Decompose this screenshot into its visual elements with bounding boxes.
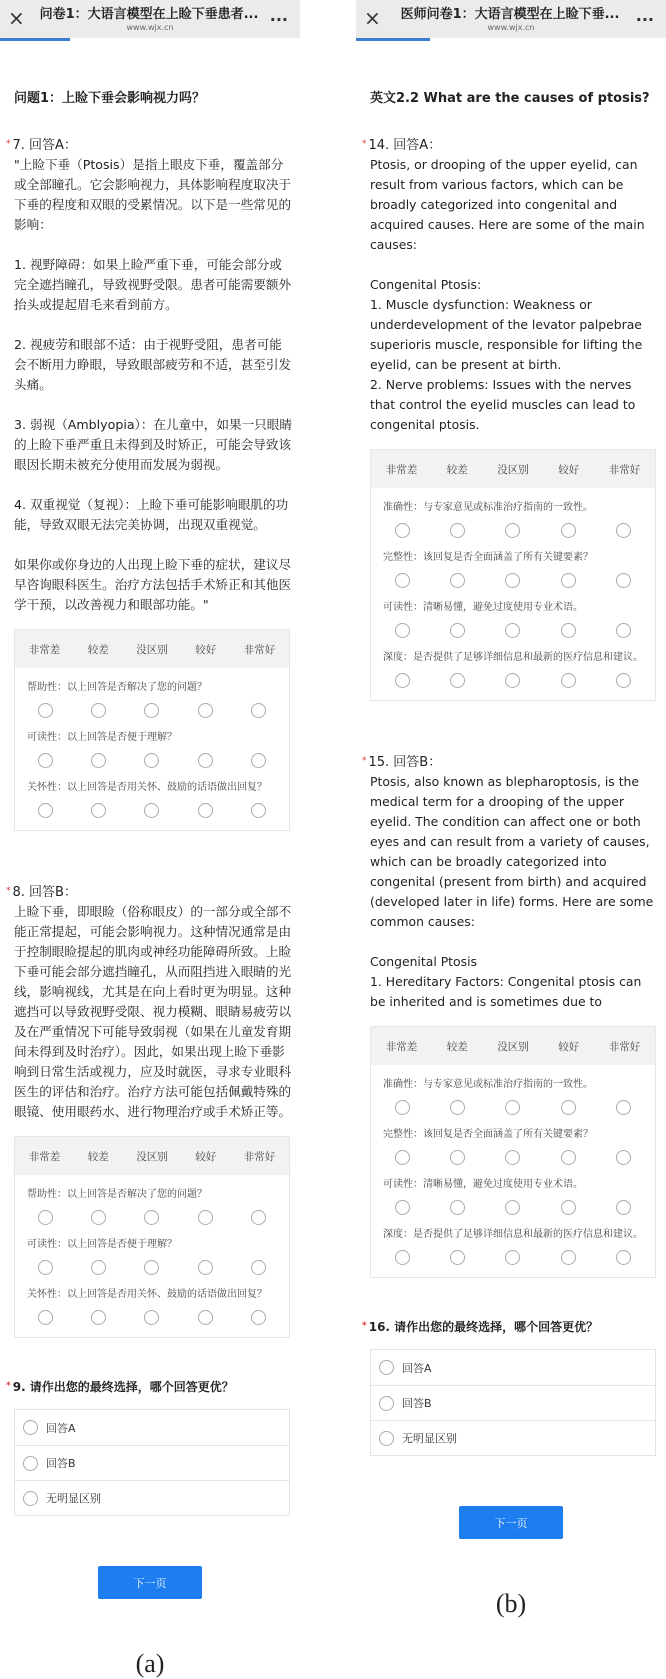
rating-radio[interactable] — [251, 1210, 266, 1225]
rating-matrix-b — [370, 1026, 656, 1278]
rating-radio[interactable] — [616, 623, 631, 638]
next-page-button[interactable]: 下一页 — [459, 1506, 563, 1539]
rating-scale-header — [15, 1137, 289, 1175]
scale-label: 没区别 — [497, 1040, 529, 1053]
browser-header — [356, 0, 666, 38]
scale-label: 非常好 — [243, 1150, 276, 1163]
figure-caption-b: (b) — [495, 1589, 527, 1618]
page-url: www.wjx.cn — [126, 23, 174, 32]
rating-radio[interactable] — [561, 1150, 576, 1165]
question-label-text: 9. 请作出您的最终选择，哪个回答更优？ — [12, 1380, 234, 1394]
scale-label: 较好 — [195, 643, 217, 656]
page-url: www.wjx.cn — [487, 23, 535, 32]
choice-label: 回答A — [402, 1361, 432, 1375]
scale-label: 较好 — [558, 1040, 580, 1053]
rating-radio[interactable] — [38, 803, 53, 818]
scale-label: 较好 — [558, 463, 580, 476]
rating-radio[interactable] — [505, 1250, 520, 1265]
choice-label: 无明显区别 — [46, 1492, 101, 1505]
rating-radio[interactable] — [38, 753, 53, 768]
criterion-label: 可读性：清晰易懂，避免过度使用专业术语。 — [383, 1179, 583, 1190]
choice-option[interactable] — [15, 1445, 289, 1480]
rating-radio[interactable] — [395, 1150, 410, 1165]
question-label-text: 16. 请作出您的最终选择，哪个回答更优？ — [368, 1320, 599, 1334]
question-8-label: * 8. 回答B： — [6, 885, 77, 900]
rating-radio[interactable] — [616, 1100, 631, 1115]
choice-option[interactable] — [371, 1385, 655, 1420]
survey-panel-b — [356, 0, 666, 1559]
radio-button[interactable] — [23, 1491, 38, 1506]
rating-radio[interactable] — [395, 573, 410, 588]
rating-radio[interactable] — [144, 1260, 159, 1275]
rating-radio-row — [15, 753, 289, 768]
scale-label: 非常差 — [28, 1150, 61, 1163]
criterion-label: 可读性：以上回答是否便于理解？ — [27, 732, 177, 743]
rating-radio[interactable] — [91, 803, 106, 818]
progress-bar — [0, 38, 70, 41]
rating-radio[interactable] — [91, 1260, 106, 1275]
rating-radio[interactable] — [616, 1250, 631, 1265]
close-icon[interactable]: × — [8, 6, 25, 30]
rating-radio-row — [15, 1310, 289, 1325]
rating-radio[interactable] — [561, 523, 576, 538]
choice-label: 回答A — [46, 1421, 76, 1435]
rating-radio[interactable] — [505, 573, 520, 588]
question-label-text: 7. 回答A： — [12, 138, 77, 153]
rating-radio[interactable] — [505, 673, 520, 688]
survey-panel-a — [0, 0, 300, 1619]
rating-radio-row — [371, 1250, 655, 1265]
criterion-label: 帮助性：以上回答是否解决了您的问题？ — [27, 682, 207, 693]
rating-radio[interactable] — [450, 1100, 465, 1115]
rating-radio[interactable] — [144, 803, 159, 818]
rating-radio[interactable] — [144, 1210, 159, 1225]
rating-radio-row — [15, 703, 289, 718]
rating-radio[interactable] — [198, 703, 213, 718]
rating-radio-row — [371, 573, 655, 588]
rating-radio[interactable] — [91, 753, 106, 768]
rating-radio[interactable] — [616, 673, 631, 688]
answer-a-text: Ptosis, or drooping of the upper eyelid, can result from various factors, which can be broadly categorized into congenital and acquired causes. Here are some of the main causes: Congenital Ptosis: 1. Muscle dysfunction: Weakness or underdevelopment of the levator palpebrae superioris muscle, responsible for lifting the eyelid, can be present at birth. 2. Nerve problems: Issues with the nerves that control the eyelid muscles can lead to congenital ptosis. — [370, 157, 645, 432]
rating-radio[interactable] — [198, 753, 213, 768]
rating-radio[interactable] — [38, 1260, 53, 1275]
rating-radio[interactable] — [91, 1310, 106, 1325]
section-heading: 英文2.2 What are the causes of ptosis? — [370, 91, 650, 106]
rating-radio[interactable] — [450, 673, 465, 688]
criterion-label: 完整性：该回复是否全面涵盖了所有关键要素？ — [383, 552, 593, 563]
rating-scale-header — [15, 630, 289, 668]
scale-label: 较差 — [446, 1040, 468, 1053]
rating-scale-header — [371, 1027, 655, 1065]
rating-radio[interactable] — [616, 573, 631, 588]
more-icon[interactable]: ... — [635, 6, 654, 25]
question-label-text: 14. 回答A： — [368, 138, 442, 153]
rating-radio[interactable] — [616, 1150, 631, 1165]
rating-radio[interactable] — [561, 623, 576, 638]
rating-radio[interactable] — [450, 1250, 465, 1265]
rating-radio[interactable] — [38, 1310, 53, 1325]
page-title: 问卷1：大语言模型在上睑下垂患者... — [39, 7, 259, 22]
rating-radio[interactable] — [505, 1100, 520, 1115]
scale-label: 非常好 — [608, 1040, 641, 1053]
page-title: 医师问卷1：大语言模型在上睑下垂... — [400, 7, 620, 22]
browser-header — [0, 0, 300, 38]
criterion-label: 深度：是否提供了足够详细信息和最新的医疗信息和建议。 — [383, 1229, 643, 1240]
question-15-label: * 15. 回答B： — [362, 755, 442, 770]
rating-radio[interactable] — [505, 1200, 520, 1215]
criterion-label: 完整性：该回复是否全面涵盖了所有关键要素？ — [383, 1129, 593, 1140]
choice-option[interactable] — [15, 1480, 289, 1515]
radio-button[interactable] — [23, 1420, 38, 1435]
rating-radio[interactable] — [251, 1260, 266, 1275]
choice-option[interactable] — [371, 1420, 655, 1455]
section-heading: 问题1：上睑下垂会影响视力吗？ — [14, 91, 206, 106]
scale-label: 没区别 — [136, 643, 168, 656]
rating-radio-row — [371, 1200, 655, 1215]
answer-a-text: "上睑下垂（Ptosis）是指上眼皮下垂，覆盖部分或全部瞳孔。它会影响视力，具体影响程度取决于下垂的程度和双眼的受累情况。以下是一些常见的影响： 1. 视野障碍：如果上睑严重下垂，可能会部分或完全遮挡瞳孔，导致视野受限。患者可能需要额外抬头或提起眉毛来看到前方。 2. 视疲劳和眼部不适：由于视野受阻，患者可能会不断用力睁眼，导致眼部疲劳和不适，甚至引发头痛。 3. 弱视（Amblyopia）：在儿童中，如果一只眼睛的上睑下垂严重且未得到及时矫正，可能会导致该眼因长期未被充分使用而发展为弱视。 4. 双重视觉（复视）：上睑下垂可能影响眼肌的功能，导致双眼无法完美协调，出现双重视觉。 如果你或你身边的人出现上睑下垂的症状，建议尽早咨询眼科医生。治疗方法包括手术矫正和其他医学干预，以改善视力和眼部功能。" — [14, 157, 292, 612]
rating-radio[interactable] — [144, 1310, 159, 1325]
question-14-label: * 14. 回答A： — [362, 138, 442, 153]
radio-button[interactable] — [23, 1456, 38, 1471]
rating-radio-row — [371, 673, 655, 688]
rating-radio[interactable] — [198, 803, 213, 818]
rating-radio[interactable] — [450, 573, 465, 588]
rating-radio-row — [371, 1100, 655, 1115]
figure-caption-a: (a) — [135, 1649, 165, 1678]
rating-radio[interactable] — [450, 523, 465, 538]
final-choice-group — [14, 1409, 290, 1516]
criterion-label: 深度：是否提供了足够详细信息和最新的医疗信息和建议。 — [383, 652, 643, 663]
criterion-label: 准确性：与专家意见或标准治疗指南的一致性。 — [383, 1079, 593, 1090]
next-page-button[interactable]: 下一页 — [98, 1566, 202, 1599]
rating-radio-row — [371, 523, 655, 538]
rating-radio[interactable] — [505, 623, 520, 638]
scale-label: 非常差 — [385, 463, 418, 476]
rating-radio[interactable] — [561, 1100, 576, 1115]
radio-button[interactable] — [379, 1396, 394, 1411]
rating-radio[interactable] — [616, 1200, 631, 1215]
criterion-label: 帮助性：以上回答是否解决了您的问题？ — [27, 1189, 207, 1200]
scale-label: 非常差 — [28, 643, 61, 656]
criterion-label: 可读性：以上回答是否便于理解？ — [27, 1239, 177, 1250]
rating-radio[interactable] — [561, 1200, 576, 1215]
question-label-text: 8. 回答B： — [12, 885, 77, 900]
rating-radio[interactable] — [450, 623, 465, 638]
more-icon[interactable]: ... — [269, 6, 288, 25]
close-icon[interactable]: × — [364, 6, 381, 30]
rating-radio[interactable] — [561, 573, 576, 588]
rating-radio[interactable] — [91, 1210, 106, 1225]
choice-label: 无明显区别 — [402, 1432, 457, 1445]
progress-bar — [356, 38, 430, 41]
rating-radio[interactable] — [450, 1200, 465, 1215]
rating-radio-row — [371, 623, 655, 638]
rating-radio[interactable] — [450, 1150, 465, 1165]
rating-radio[interactable] — [561, 673, 576, 688]
choice-option[interactable] — [15, 1410, 289, 1445]
rating-radio[interactable] — [38, 1210, 53, 1225]
rating-radio[interactable] — [395, 1250, 410, 1265]
rating-radio[interactable] — [395, 1200, 410, 1215]
answer-b-text: 上睑下垂，即眼睑（俗称眼皮）的一部分或全部不能正常提起，可能会影响视力。这种情况通常是由于控制眼睑提起的肌肉或神经功能障碍所致。上睑下垂可能会部分遮挡瞳孔，从而阻挡进入眼睛的光线，影响视线，尤其是在向上看时更为明显。这种遮挡可以导致视野受限、视力模糊、眼睛易疲劳以及在严重情况下可能导致弱视（如果在儿童发育期间未得到及时治疗）。因此，如果出现上睑下垂影响到日常生活或视力，应及时就医，寻求专业眼科医生的评估和治疗。治疗方法可能包括佩戴特殊的眼镜、使用眼药水、进行物理治疗或手术矫正等。 — [14, 904, 292, 1119]
rating-radio[interactable] — [505, 523, 520, 538]
rating-radio[interactable] — [395, 623, 410, 638]
rating-radio[interactable] — [251, 753, 266, 768]
scale-label: 较差 — [87, 1150, 109, 1163]
rating-radio-row — [15, 1210, 289, 1225]
rating-radio-row — [15, 803, 289, 818]
scale-label: 没区别 — [136, 1150, 168, 1163]
criterion-label: 可读性：清晰易懂，避免过度使用专业术语。 — [383, 602, 583, 613]
choice-option[interactable] — [371, 1350, 655, 1385]
rating-radio[interactable] — [395, 1100, 410, 1115]
rating-radio[interactable] — [198, 1210, 213, 1225]
rating-matrix-a — [14, 629, 290, 831]
rating-radio[interactable] — [395, 523, 410, 538]
choice-label: 回答B — [46, 1457, 76, 1470]
rating-radio[interactable] — [251, 1310, 266, 1325]
rating-radio[interactable] — [144, 703, 159, 718]
rating-radio[interactable] — [505, 1150, 520, 1165]
radio-button[interactable] — [379, 1360, 394, 1375]
rating-radio[interactable] — [91, 703, 106, 718]
rating-radio[interactable] — [251, 703, 266, 718]
scale-label: 非常好 — [608, 463, 641, 476]
rating-radio-row — [371, 1150, 655, 1165]
question-label-text: 15. 回答B： — [368, 755, 442, 770]
scale-label: 较差 — [87, 643, 109, 656]
question-9-label: * 9. 请作出您的最终选择，哪个回答更优？ — [6, 1380, 234, 1394]
question-16-label: * 16. 请作出您的最终选择，哪个回答更优？ — [362, 1320, 599, 1334]
rating-radio[interactable] — [561, 1250, 576, 1265]
radio-button[interactable] — [379, 1431, 394, 1446]
criterion-label: 准确性：与专家意见或标准治疗指南的一致性。 — [383, 502, 593, 513]
rating-radio-row — [15, 1260, 289, 1275]
rating-radio[interactable] — [395, 673, 410, 688]
rating-matrix-a — [370, 449, 656, 701]
criterion-label: 关怀性：以上回答是否用关怀、鼓励的话语做出回复？ — [27, 1289, 267, 1300]
rating-radio[interactable] — [251, 803, 266, 818]
rating-radio[interactable] — [198, 1310, 213, 1325]
answer-b-text: Ptosis, also known as blepharoptosis, is the medical term for a drooping of the upper eyelid. The condition can affect one or both eyes and can result from a variety of causes, which can be broadly categorized into congenital (present from birth) and acquired (developed later in life) forms. Here are some common causes: Congenital Ptosis 1. Hereditary Factors: Congenital ptosis can be inherited and is sometimes due to — [370, 774, 654, 1009]
scale-label: 非常差 — [385, 1040, 418, 1053]
choice-label: 回答B — [402, 1397, 432, 1410]
rating-radio[interactable] — [198, 1260, 213, 1275]
scale-label: 非常好 — [243, 643, 276, 656]
rating-matrix-b — [14, 1136, 290, 1338]
scale-label: 较差 — [446, 463, 468, 476]
scale-label: 没区别 — [497, 463, 529, 476]
rating-radio[interactable] — [144, 753, 159, 768]
rating-scale-header — [371, 450, 655, 488]
rating-radio[interactable] — [616, 523, 631, 538]
scale-label: 较好 — [195, 1150, 217, 1163]
question-7-label: * 7. 回答A： — [6, 138, 77, 153]
final-choice-group — [370, 1349, 656, 1456]
criterion-label: 关怀性：以上回答是否用关怀、鼓励的话语做出回复？ — [27, 782, 267, 793]
rating-radio[interactable] — [38, 703, 53, 718]
